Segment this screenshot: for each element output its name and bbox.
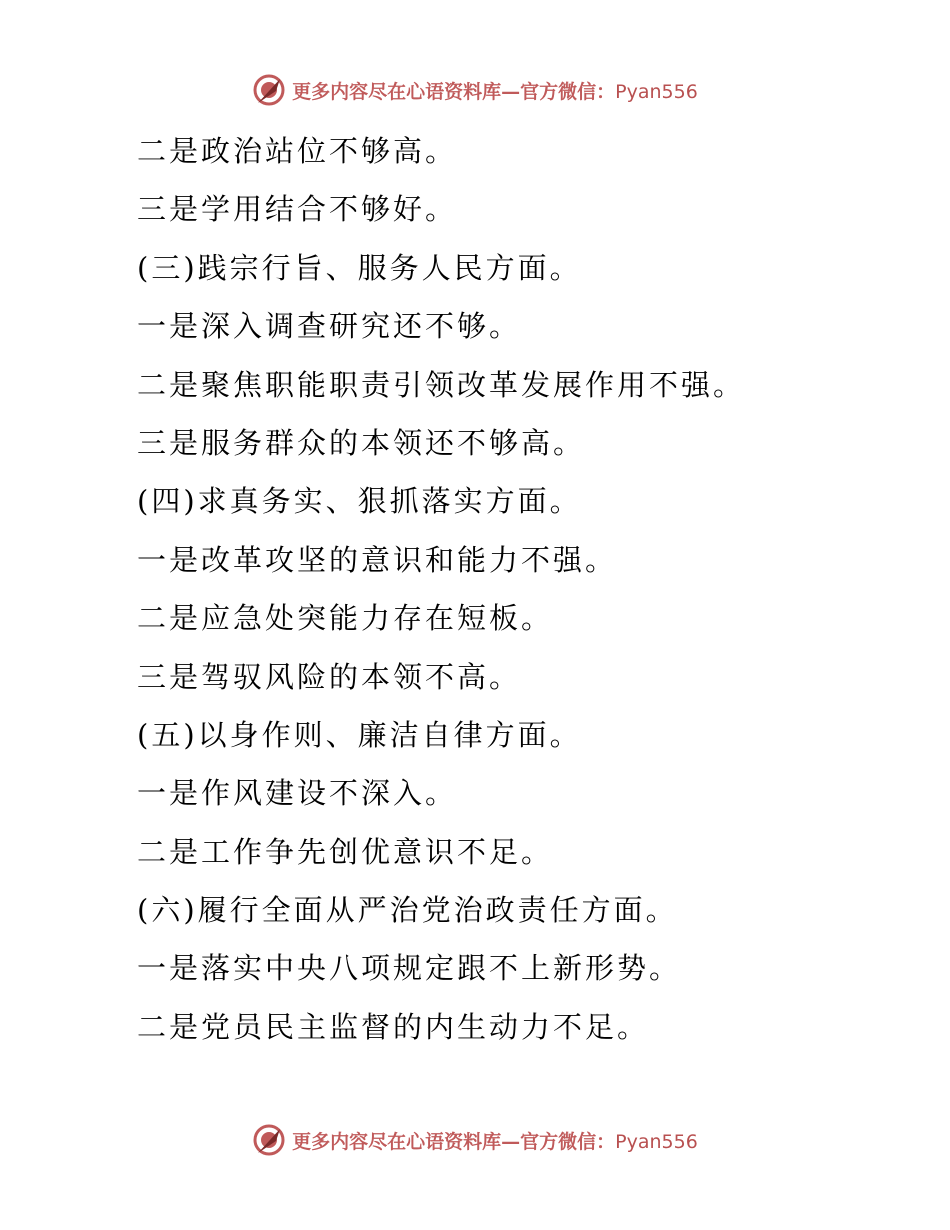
quill-logo-icon [252, 73, 286, 107]
banner-contact: Pyan556 [615, 1130, 698, 1153]
footer-banner [0, 1120, 950, 1160]
text-line: 二是党员民主监督的内生动力不足。 [137, 1009, 650, 1044]
banner-contact: Pyan556 [615, 80, 698, 103]
section-heading: (五)以身作则、廉洁自律方面。 [137, 717, 582, 752]
text-line: 三是服务群众的本领还不够高。 [137, 425, 586, 460]
text-line: 一是作风建设不深入。 [137, 776, 458, 811]
text-line: 三是学用结合不够好。 [137, 192, 458, 227]
text-line: 一是改革攻坚的意识和能力不强。 [137, 542, 618, 577]
text-line: 二是工作争先创优意识不足。 [137, 834, 554, 869]
header-banner [0, 70, 950, 110]
text-line: 一是深入调查研究还不够。 [137, 309, 522, 344]
text-line: 一是落实中央八项规定跟不上新形势。 [137, 951, 682, 986]
text-line: 三是驾驭风险的本领不高。 [137, 659, 522, 694]
section-heading: (四)求真务实、狠抓落实方面。 [137, 484, 582, 519]
text-line: 二是聚焦职能职责引领改革发展作用不强。 [137, 367, 746, 402]
text-line: 二是政治站位不够高。 [137, 134, 458, 168]
banner-text: 更多内容尽在心语资料库—官方微信：Pyan556 [292, 80, 698, 103]
banner-text: 更多内容尽在心语资料库—官方微信：Pyan556 [292, 1130, 698, 1153]
section-heading: (六)履行全面从严治党治政责任方面。 [137, 893, 678, 928]
section-heading: (三)践宗行旨、服务人民方面。 [137, 250, 582, 285]
quill-logo-icon [252, 1123, 286, 1157]
document-body [137, 122, 917, 1056]
text-line: 二是应急处突能力存在短板。 [137, 601, 554, 636]
